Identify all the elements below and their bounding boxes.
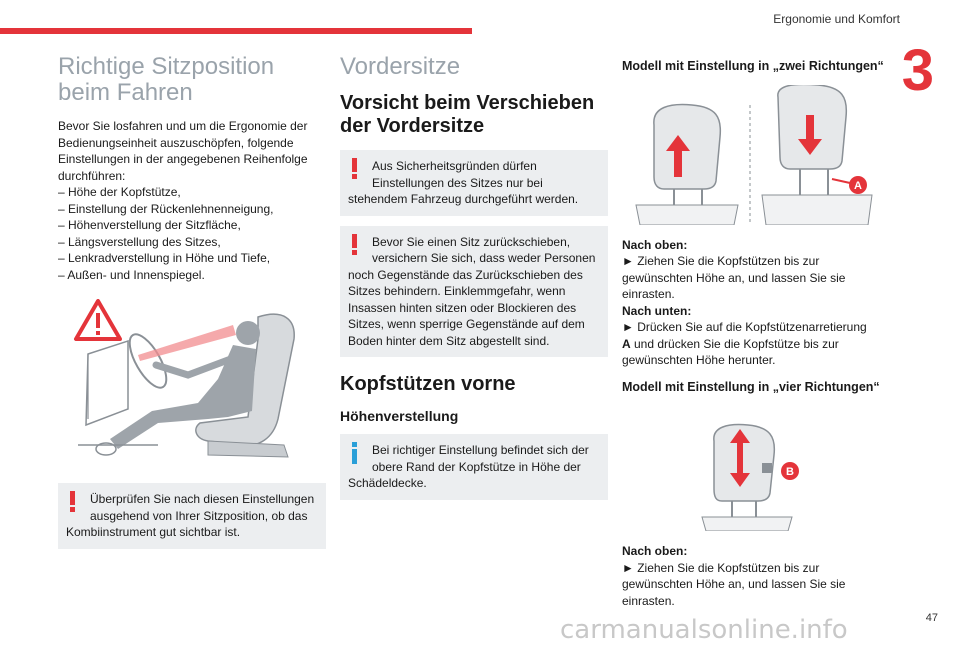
- up-label-2: Nach oben:: [622, 544, 688, 558]
- warning-note-stationary: [340, 150, 608, 216]
- warning-note-visibility: [58, 483, 326, 549]
- chapter-accent-bar: [0, 28, 472, 34]
- headrest-figure-4way: [622, 401, 884, 531]
- driver-seat-figure: [58, 299, 326, 469]
- driving-position-illustration: [58, 299, 326, 469]
- settings-list: [58, 184, 326, 283]
- list-item: – Längsverstellung des Sitzes,: [58, 234, 221, 249]
- column-3: [622, 58, 884, 609]
- note-text-rest: noch Gegenstände das Zurückschieben des Sitzes behindern. Einklemmgefahr, wenn Insassen hinten sitzen oder Blockieren des Sitzes, wenn sperrige Gegenstände auf dem Boden hinter dem Sitz abgestellt sind.: [348, 267, 585, 348]
- note-text-rest: Kombiinstrument gut sichtbar ist.: [66, 525, 241, 539]
- down-instruction: [622, 319, 884, 369]
- subsection-title: Kopfstützen vorne: [340, 373, 516, 395]
- list-item: – Höhe der Kopfstütze,: [58, 185, 181, 199]
- up-instruction: ► Ziehen Sie die Kopfstützen bis zur gewünschten Höhe an, und lassen Sie sie einrasten.: [622, 254, 846, 301]
- note-text-rest: Schädeldecke.: [348, 476, 427, 490]
- down-text-bold: A: [622, 336, 631, 351]
- exclamation-icon: [348, 234, 362, 256]
- up-label: Nach oben:: [622, 237, 688, 252]
- up-instruction-2: ► Ziehen Sie die Kopfstützen bis zur gewünschten Höhe an, und lassen Sie sie einrasten.: [622, 560, 846, 608]
- headrest-four-way-illustration: [622, 401, 884, 531]
- model-heading: Modell mit Einstellung in „vier Richtungen“: [622, 379, 880, 394]
- headrest-two-way-illustration: [622, 85, 884, 225]
- column-1: [58, 50, 326, 559]
- chapter-number: 3: [901, 38, 934, 103]
- headrest-figure: [622, 85, 884, 225]
- running-header: Ergonomie und Komfort: [773, 12, 900, 26]
- page-number: 47: [925, 612, 938, 624]
- section-title: Richtige Sitzposition beim Fahren: [58, 53, 275, 106]
- note-text-first: Bei richtiger Einstellung befindet sich der obere Rand der Kopfstütze in Höhe der: [372, 443, 589, 474]
- label-b: B: [786, 466, 794, 478]
- exclamation-icon: [348, 158, 362, 180]
- warning-note-pinching: [340, 226, 608, 358]
- note-text-first: Bevor Sie einen Sitz zurückschieben, versichern Sie sich, dass weder Personen: [372, 234, 596, 265]
- model-heading: Modell mit Einstellung in „zwei Richtungen“: [622, 59, 884, 73]
- watermark: carmanualsonline.info: [560, 615, 848, 645]
- note-text-first: Aus Sicherheitsgründen dürfen Einstellungen des Sitzes nur bei: [372, 159, 543, 190]
- down-text-part2: und drücken Sie die Kopfstütze bis zur gewünschten Höhe herunter.: [622, 336, 839, 367]
- down-text-part1: ► Drücken Sie auf die Kopfstützenarretierung: [622, 320, 867, 334]
- note-text-first: Überprüfen Sie nach diesen Einstellungen ausgehend von Ihrer Sitzposition, ob das: [90, 492, 315, 523]
- list-item: – Höhenverstellung der Sitzfläche,: [58, 218, 241, 232]
- subsection-heading: Höhenverstellung: [340, 408, 459, 424]
- label-a: A: [854, 179, 862, 192]
- list-item: – Lenkradverstellung in Höhe und Tiefe,: [58, 251, 271, 265]
- column-2: [340, 50, 608, 510]
- note-text-rest: stehendem Fahrzeug durchgeführt werden.: [348, 192, 579, 206]
- subsection-title: Vorsicht beim Verschieben der Vordersitze: [340, 92, 595, 137]
- section-title: Vordersitze: [340, 53, 461, 80]
- list-item: – Einstellung der Rückenlehnenneigung,: [58, 201, 274, 216]
- info-note-headrest: [340, 434, 608, 500]
- intro-paragraph: Bevor Sie losfahren und um die Ergonomie der Bedienungseinheit auszuschöpfen, folgende Einstellungen in der angegebenen Reihenfolge durchführen:: [58, 119, 308, 183]
- info-icon: [348, 442, 362, 464]
- down-label: Nach unten:: [622, 303, 692, 318]
- list-item: – Außen- und Innenspiegel.: [58, 267, 205, 282]
- exclamation-icon: [66, 491, 80, 513]
